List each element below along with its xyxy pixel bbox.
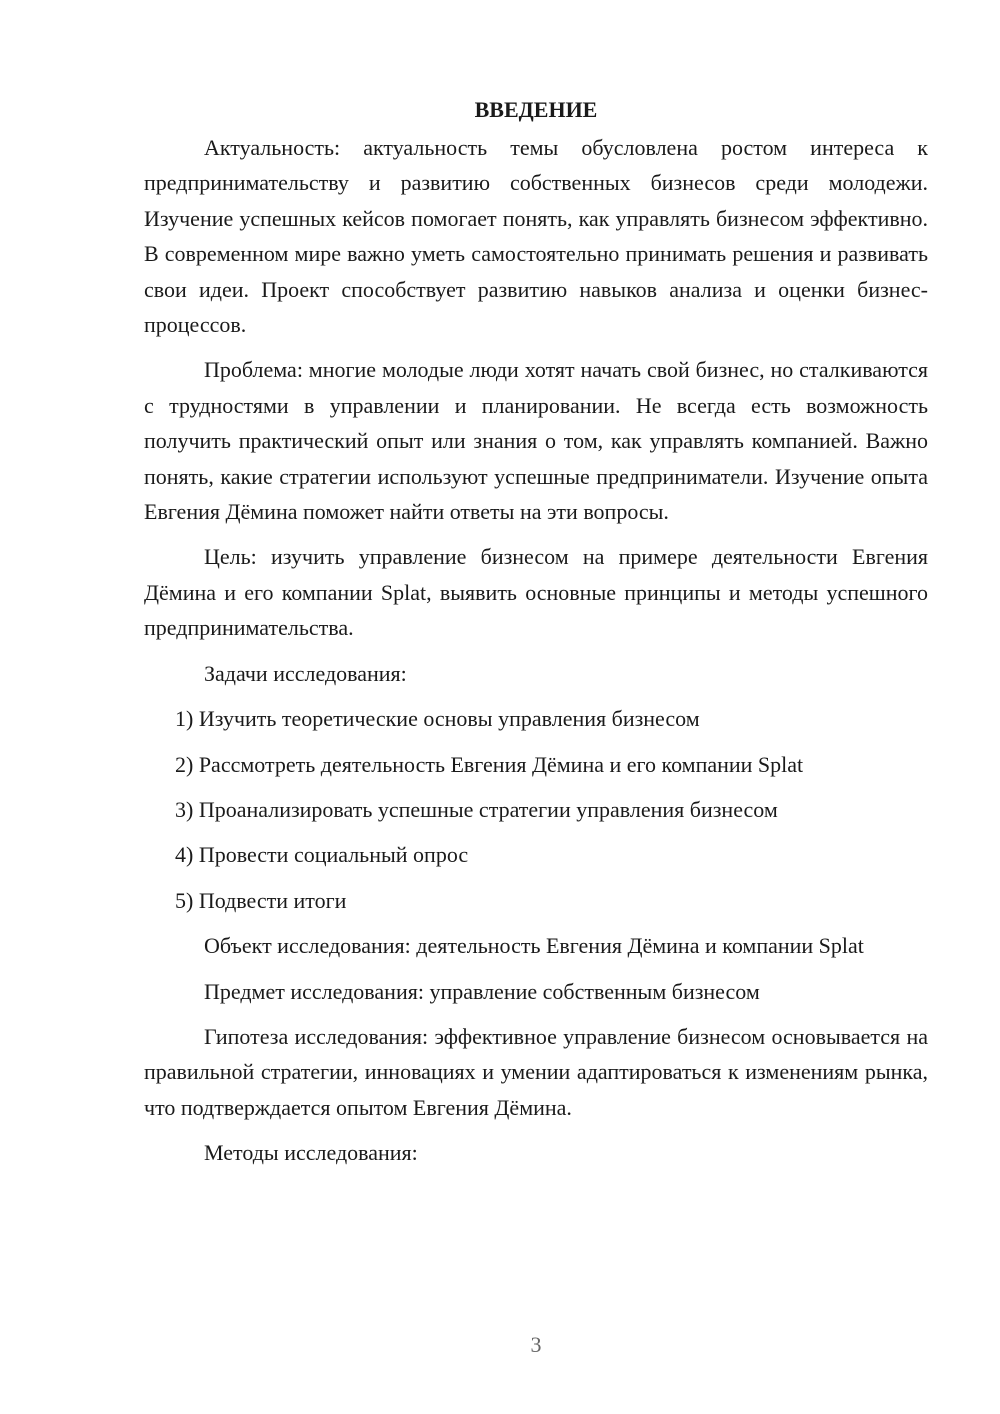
list-item: 3) Проанализировать успешные стратегии управления бизнесом (175, 796, 778, 822)
list-item: 1) Изучить теоретические основы управления бизнесом (175, 706, 700, 732)
hypothesis-paragraph: Гипотеза исследования: эффективное управление бизнесом основывается на правильной стратегии, инновациях и умении адаптироваться к изменениям рынка, что подтверждается опытом Евгения Дёмина. (144, 1023, 928, 1120)
task-list (144, 701, 928, 918)
object-paragraph: Объект исследования: деятельность Евгения Дёмина и компании Splat (204, 933, 864, 959)
section-heading: ВВЕДЕНИЕ (474, 97, 598, 122)
subject-paragraph: Предмет исследования: управление собственным бизнесом (204, 978, 760, 1004)
list-item: 5) Подвести итоги (175, 887, 347, 913)
goal-paragraph: Цель: изучить управление бизнесом на примере деятельности Евгения Дёмина и его компании Splat, выявить основные принципы и методы успешного предпринимательства. (144, 544, 928, 641)
methods-title: Методы исследования: (204, 1140, 418, 1166)
page-content (144, 92, 928, 1181)
list-item: 4) Провести социальный опрос (175, 842, 469, 868)
tasks-title: Задачи исследования: (204, 660, 407, 686)
list-item: 2) Рассмотреть деятельность Евгения Дёмина и его компании Splat (175, 751, 804, 777)
page-number: 3 (530, 1332, 542, 1357)
relevance-paragraph: Актуальность: актуальность темы обусловлена ростом интереса к предпринимательству и развитию собственных бизнесов среди молодежи. Изучение успешных кейсов помогает понять, как управлять бизнесом эффективно. В современном мире важно уметь самостоятельно принимать решения и развивать свои идеи. Проект способствует развитию навыков анализа и оценки бизнес-процессов. (144, 135, 928, 338)
problem-paragraph: Проблема: многие молодые люди хотят начать свой бизнес, но сталкиваются с трудностями в управлении и планировании. Не всегда есть возможность получить практический опыт или знания о том, как управлять компанией. Важно понять, какие стратегии используют успешные предприниматели. Изучение опыта Евгения Дёмина поможет найти ответы на эти вопросы. (144, 357, 928, 525)
